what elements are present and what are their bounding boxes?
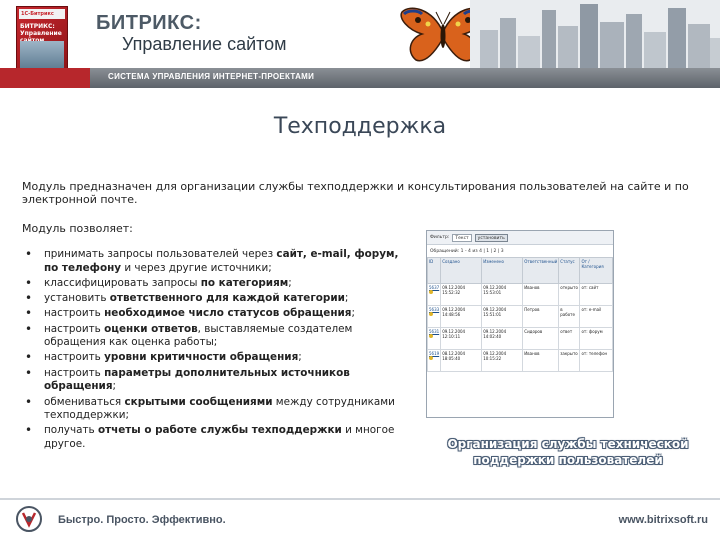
feature-item: • настроить параметры дополнительных источников обращения; [22, 367, 414, 394]
thumb-col-header[interactable]: ID [428, 258, 441, 284]
table-row [428, 328, 613, 350]
thumb-cell: 08.12.2004 18:05:40 [441, 350, 482, 372]
thumb-cell: 09.12.2004 12:10:11 [441, 328, 482, 350]
feature-item: • установить ответственного для каждой категории; [22, 292, 414, 306]
thumb-cell: от: сайт [580, 284, 613, 306]
box-brand: 1С-Битрикс [21, 11, 54, 17]
thumb-filter-bar [427, 231, 613, 245]
thumb-cell-id[interactable]: 5631 [428, 328, 441, 350]
feature-item: • настроить уровни критичности обращения; [22, 351, 414, 365]
thumb-cell: 09.12.2004 14:02:40 [482, 328, 523, 350]
feature-item: • принимать запросы пользователей через сайт, e-mail, форум, по телефону и через другие источники; [22, 248, 414, 275]
product-box-image [16, 6, 68, 72]
header-bar-accent [0, 68, 90, 88]
thumb-cell: 09.12.2004 15:52:32 [441, 284, 482, 306]
thumb-filter-select[interactable]: Текст [452, 234, 471, 242]
thumb-cell: 09.12.2004 15:53:01 [482, 284, 523, 306]
feature-item: • классифицировать запросы по категориям; [22, 277, 414, 291]
thumb-cell: Петров [523, 306, 559, 328]
box-subtitle: Управление [20, 30, 62, 37]
thumb-cell: 09.12.2004 14:48:56 [441, 306, 482, 328]
status-dot-icon [429, 334, 433, 338]
page-header [0, 0, 720, 88]
thumb-col-header[interactable]: Ответственный [523, 258, 559, 284]
table-row [428, 350, 613, 372]
status-dot-icon [429, 312, 433, 316]
thumb-cell: Сидоров [523, 328, 559, 350]
thumb-filter-button[interactable]: установить [475, 234, 508, 242]
bitrix-logo-icon [14, 505, 44, 533]
feature-item: • настроить необходимое число статусов обращения; [22, 307, 414, 321]
tagline: СИСТЕМА УПРАВЛЕНИЯ ИНТЕРНЕТ-ПРОЕКТАМИ [108, 72, 315, 81]
brand-subtitle: Управление сайтом [122, 34, 287, 54]
thumb-cell-id[interactable]: 5619 [428, 350, 441, 372]
footer-site-url[interactable]: www.bitrixsoft.ru [618, 514, 708, 526]
brand-title: БИТРИКС: [96, 12, 202, 34]
footer-divider [0, 498, 720, 500]
thumb-col-header[interactable]: Статус [559, 258, 580, 284]
thumb-cell: открыто [559, 284, 580, 306]
thumb-cell: от: e-mail [580, 306, 613, 328]
lead-text: Модуль позволяет: [22, 222, 133, 235]
thumb-stats: Обращений: 1 - 4 из 4 | 1 | 2 | 3 [430, 248, 504, 254]
thumb-cell: 09.12.2004 10:15:22 [482, 350, 523, 372]
intro-text: Модуль предназначен для организации службы техподдержки и консультирования пользователей на сайте и по электронной почте. [22, 180, 689, 206]
cityscape-image [470, 0, 720, 70]
thumb-col-header[interactable]: От / Категория [580, 258, 613, 284]
feature-item: • обмениваться скрытыми сообщениями между сотрудниками техподдержки; [22, 396, 414, 423]
thumb-cell: 09.12.2004 15:51:01 [482, 306, 523, 328]
status-dot-icon [429, 290, 433, 294]
thumb-filter-label: Фильтр: [430, 235, 450, 240]
feature-item: • получать отчеты о работе службы техподдержки и многое другое. [22, 424, 414, 451]
screenshot-caption: Организация службы технической поддержки пользователей [447, 437, 689, 467]
thumb-cell-id[interactable]: 5633 [428, 306, 441, 328]
thumb-cell: закрыто [559, 350, 580, 372]
table-row [428, 284, 613, 306]
table-row [428, 306, 613, 328]
thumb-table [427, 257, 613, 372]
thumb-cell: Иванов [523, 284, 559, 306]
box-title: БИТРИКС: [20, 23, 55, 30]
thumb-col-header[interactable]: Изменено [482, 258, 523, 284]
thumb-cell: от: телефон [580, 350, 613, 372]
feature-item: • настроить оценки ответов, выставляемые создателем обращения как оценка работы; [22, 323, 414, 350]
thumb-cell-id[interactable]: 5637 [428, 284, 441, 306]
page-title: Техподдержка [273, 114, 447, 139]
thumb-cell: в работе [559, 306, 580, 328]
footer-slogan: Быстро. Просто. Эффективно. [58, 514, 226, 526]
thumb-cell: от: форум [580, 328, 613, 350]
status-dot-icon [429, 356, 433, 360]
helpdesk-screenshot [426, 230, 614, 418]
feature-list [22, 248, 414, 453]
thumb-cell: ответ [559, 328, 580, 350]
thumb-col-header[interactable]: Создано [441, 258, 482, 284]
thumb-cell: Иванов [523, 350, 559, 372]
